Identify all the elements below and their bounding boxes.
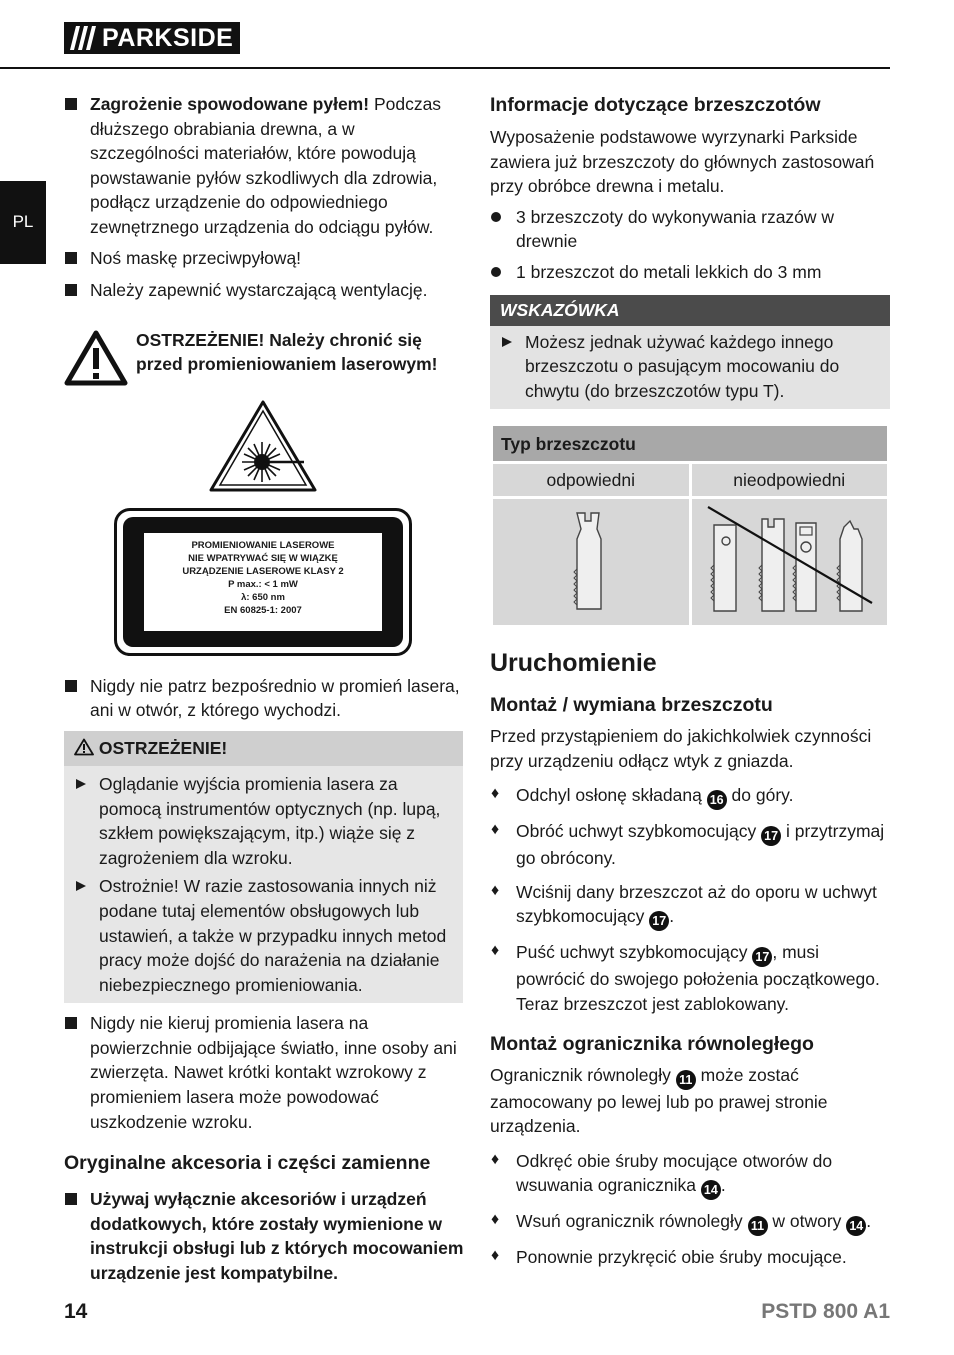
warning-item bbox=[64, 772, 455, 870]
ventilation-text: Należy zapewnić wystarczającą wentylację. bbox=[90, 280, 428, 301]
label-line: λ: 650 nm bbox=[241, 591, 285, 603]
step-text: Odkręć obie śruby mocujące otworów do wsuwania ogranicznika bbox=[516, 1150, 833, 1196]
step-text: Puść uchwyt szybkomocujący bbox=[516, 942, 753, 963]
never-direct-text: Nigdy nie kieruj promienia lasera na powierzchnie odbijające światło, inne osoby ani zwierzęta. Nawet krótki kontakt wzrokowy z promieniem lasera może powodować uszkodzenie wzroku. bbox=[90, 1013, 457, 1132]
step-text: Wciśnij dany brzeszczot aż do oporu w uchwyt szybkomocujący bbox=[516, 881, 877, 927]
unsuitable-blades-image bbox=[692, 499, 886, 618]
step-text: w otwory bbox=[767, 1211, 847, 1232]
fence-step bbox=[490, 1209, 890, 1236]
label-line: PROMIENIOWANIE LASEROWE bbox=[191, 539, 335, 551]
mount-step bbox=[490, 783, 890, 810]
model-number: PSTD 800 A1 bbox=[761, 1300, 890, 1323]
left-column bbox=[64, 92, 464, 1286]
fence-heading: Montaż ogranicznika równoległego bbox=[490, 1032, 814, 1055]
fence-intro bbox=[490, 1063, 890, 1139]
mount-step bbox=[490, 880, 890, 932]
blades-heading: Informacje dotyczące brzeszczotów bbox=[490, 94, 821, 116]
label-line: NIE WPATRYWAĆ SIĘ W WIĄZKĘ bbox=[188, 552, 338, 564]
mount-step bbox=[490, 819, 890, 871]
start-heading: Uruchomienie bbox=[490, 648, 657, 677]
right-column bbox=[490, 92, 890, 1270]
step-text: . bbox=[866, 1211, 872, 1232]
diamond-bullet-icon: ♦ bbox=[491, 785, 500, 803]
step-text: . bbox=[720, 1175, 726, 1196]
blade-item-text: 3 brzeszczoty do wykonywania rzazów w drewnie bbox=[516, 206, 835, 252]
laser-warning-block bbox=[64, 330, 464, 390]
accessories-heading: Oryginalne akcesoria i części zamienne bbox=[64, 1152, 431, 1175]
dust-hazard-title: Zagrożenie spowodowane pyłem! bbox=[90, 94, 370, 114]
step-text: , musi powrócić do swojego położenia początkowego. Teraz brzeszczot jest zablokowany. bbox=[516, 942, 880, 1014]
suitable-blade-image bbox=[493, 499, 687, 618]
table-title: Typ brzeszczotu bbox=[493, 426, 887, 461]
arrow-bullet-icon bbox=[76, 881, 86, 891]
laser-label-text bbox=[144, 533, 382, 631]
language-tab: PL bbox=[0, 181, 46, 264]
arrow-bullet-icon bbox=[76, 779, 86, 789]
table-col-unsuitable: nieodpowiedni bbox=[692, 464, 888, 496]
label-line: URZĄDZENIE LASEROWE KLASY 2 bbox=[182, 565, 344, 577]
ventilation-item bbox=[64, 278, 464, 303]
mount-step bbox=[490, 940, 890, 1016]
diamond-bullet-icon: ♦ bbox=[491, 1247, 500, 1265]
note-text: Możesz jednak używać każdego innego brzeszczotu o pasującym mocowaniu do chwytu (do brzeszczotów typu T). bbox=[525, 331, 840, 401]
square-bullet-icon bbox=[65, 284, 77, 296]
mask-item bbox=[64, 246, 464, 271]
dot-bullet-icon bbox=[491, 212, 501, 222]
warning-item bbox=[64, 874, 455, 997]
parkside-logo bbox=[64, 22, 240, 54]
square-bullet-icon bbox=[65, 1193, 77, 1205]
warning-box bbox=[64, 731, 463, 1003]
step-text: do góry. bbox=[726, 785, 794, 806]
warning-item-text: Oglądanie wyjścia promienia lasera za pomocą instrumentów optycznych (np. lupą, szkłem powiększającym, itp.) wiąże się z zagrożeniem dla wzroku. bbox=[99, 773, 441, 868]
diamond-bullet-icon: ♦ bbox=[491, 821, 500, 839]
square-bullet-icon bbox=[65, 1017, 77, 1029]
note-box-body bbox=[490, 326, 890, 410]
warning-item-text: Ostrożnie! W razie zastosowania innych niż podane tutaj elementów obsługowych lub ustawień, a także w przypadku innych metod pracy może dojść do narażenia na działanie niebezpiecznego promieniowania. bbox=[99, 876, 447, 995]
blade-type-table bbox=[490, 423, 890, 628]
laser-warning-text: OSTRZEŻENIE! Należy chronić się przed promieniowaniem laserowym! bbox=[136, 329, 438, 375]
table-col-suitable: odpowiedni bbox=[493, 464, 689, 496]
accessories-text: Używaj wyłącznie akcesoriów i urządzeń dodatkowych, które zostały wymienione w instrukcji obsługi lub z których mocowaniem urządzenie jest kompatybilne. bbox=[90, 1189, 464, 1284]
step-text: . bbox=[669, 906, 675, 927]
fence-step bbox=[490, 1149, 890, 1201]
part-number-badge: 14 bbox=[846, 1216, 866, 1236]
part-number-badge: 11 bbox=[676, 1070, 696, 1090]
never-look-text: Nigdy nie patrz bezpośrednio w promień lasera, ani w otwór, z którego wychodzi. bbox=[90, 675, 460, 721]
dot-bullet-icon bbox=[491, 267, 501, 277]
mount-heading: Montaż / wymiana brzeszczotu bbox=[490, 693, 773, 716]
square-bullet-icon bbox=[65, 252, 77, 264]
dust-hazard-item bbox=[64, 92, 464, 240]
never-look-item bbox=[64, 674, 464, 723]
laser-hazard-icon bbox=[208, 399, 318, 493]
blades-intro: Wyposażenie podstawowe wyrzynarki Parkside zawiera już brzeszczoty do głównych zastosowań przy obróbce drewna i metalu. bbox=[490, 127, 875, 197]
arrow-bullet-icon bbox=[502, 337, 512, 347]
mount-intro: Przed przystąpieniem do jakichkolwiek czynności przy urządzeniu odłącz wtyk z gniazda. bbox=[490, 725, 872, 771]
suitable-blade-cell bbox=[493, 499, 689, 625]
diamond-bullet-icon: ♦ bbox=[491, 881, 500, 899]
blade-item-text: 1 brzeszczot do metali lekkich do 3 mm bbox=[516, 261, 822, 282]
part-number-badge: 16 bbox=[707, 790, 727, 810]
header-rule bbox=[0, 67, 890, 69]
step-text: Obróć uchwyt szybkomocujący bbox=[516, 821, 762, 842]
diamond-bullet-icon: ♦ bbox=[491, 1150, 500, 1168]
part-number-badge: 17 bbox=[649, 911, 669, 931]
note-box-header: WSKAZÓWKA bbox=[490, 295, 890, 326]
part-number-badge: 17 bbox=[761, 826, 781, 846]
fence-step bbox=[490, 1245, 890, 1270]
fence-intro-text: może zostać zamocowany po lewej lub po prawej stronie urządzenia. bbox=[490, 1064, 828, 1137]
note-item bbox=[490, 330, 882, 404]
blade-item bbox=[490, 260, 890, 285]
brand-name: PARKSIDE bbox=[102, 24, 234, 52]
step-text: i przytrzymaj go obrócony. bbox=[516, 821, 885, 869]
blade-item bbox=[490, 205, 890, 254]
mask-text: Noś maskę przeciwpyłową! bbox=[90, 247, 302, 268]
label-line: EN 60825-1: 2007 bbox=[224, 604, 302, 616]
square-bullet-icon bbox=[65, 680, 77, 692]
part-number-badge: 11 bbox=[748, 1216, 768, 1236]
never-direct-item bbox=[64, 1011, 464, 1134]
warning-box-body bbox=[64, 766, 463, 1003]
square-bullet-icon bbox=[65, 98, 77, 110]
warning-box-header bbox=[64, 731, 463, 766]
note-box bbox=[490, 295, 890, 410]
part-number-badge: 14 bbox=[701, 1180, 721, 1200]
fence-intro-text: Ogranicznik równoległy bbox=[490, 1064, 676, 1085]
warning-triangle-icon bbox=[64, 330, 128, 386]
step-text: Ponownie przykręcić obie śruby mocujące. bbox=[516, 1247, 847, 1268]
page-number: 14 bbox=[64, 1300, 88, 1323]
unsuitable-blade-cell bbox=[692, 499, 888, 625]
step-text: Odchyl osłonę składaną bbox=[516, 785, 707, 806]
warning-small-icon bbox=[74, 738, 94, 756]
warning-box-title: OSTRZEŻENIE! bbox=[98, 737, 228, 758]
accessories-item bbox=[64, 1187, 464, 1285]
laser-symbol bbox=[64, 399, 464, 494]
step-text: Wsuń ogranicznik równoległy bbox=[516, 1211, 748, 1232]
diamond-bullet-icon: ♦ bbox=[491, 1211, 500, 1229]
part-number-badge: 17 bbox=[752, 947, 772, 967]
diamond-bullet-icon: ♦ bbox=[491, 942, 500, 960]
dust-hazard-text: Podczas dłuższego obrabiania drewna, a w szczególności materiałów, które powodują powstawanie pyłów szkodliwych dla zdrowia, podłącz urządzenie do odpowiedniego zewnętrznego urządzenia do odciągu pyłów. bbox=[90, 94, 442, 237]
label-line: P max.: < 1 mW bbox=[228, 578, 298, 590]
laser-label bbox=[64, 508, 464, 658]
